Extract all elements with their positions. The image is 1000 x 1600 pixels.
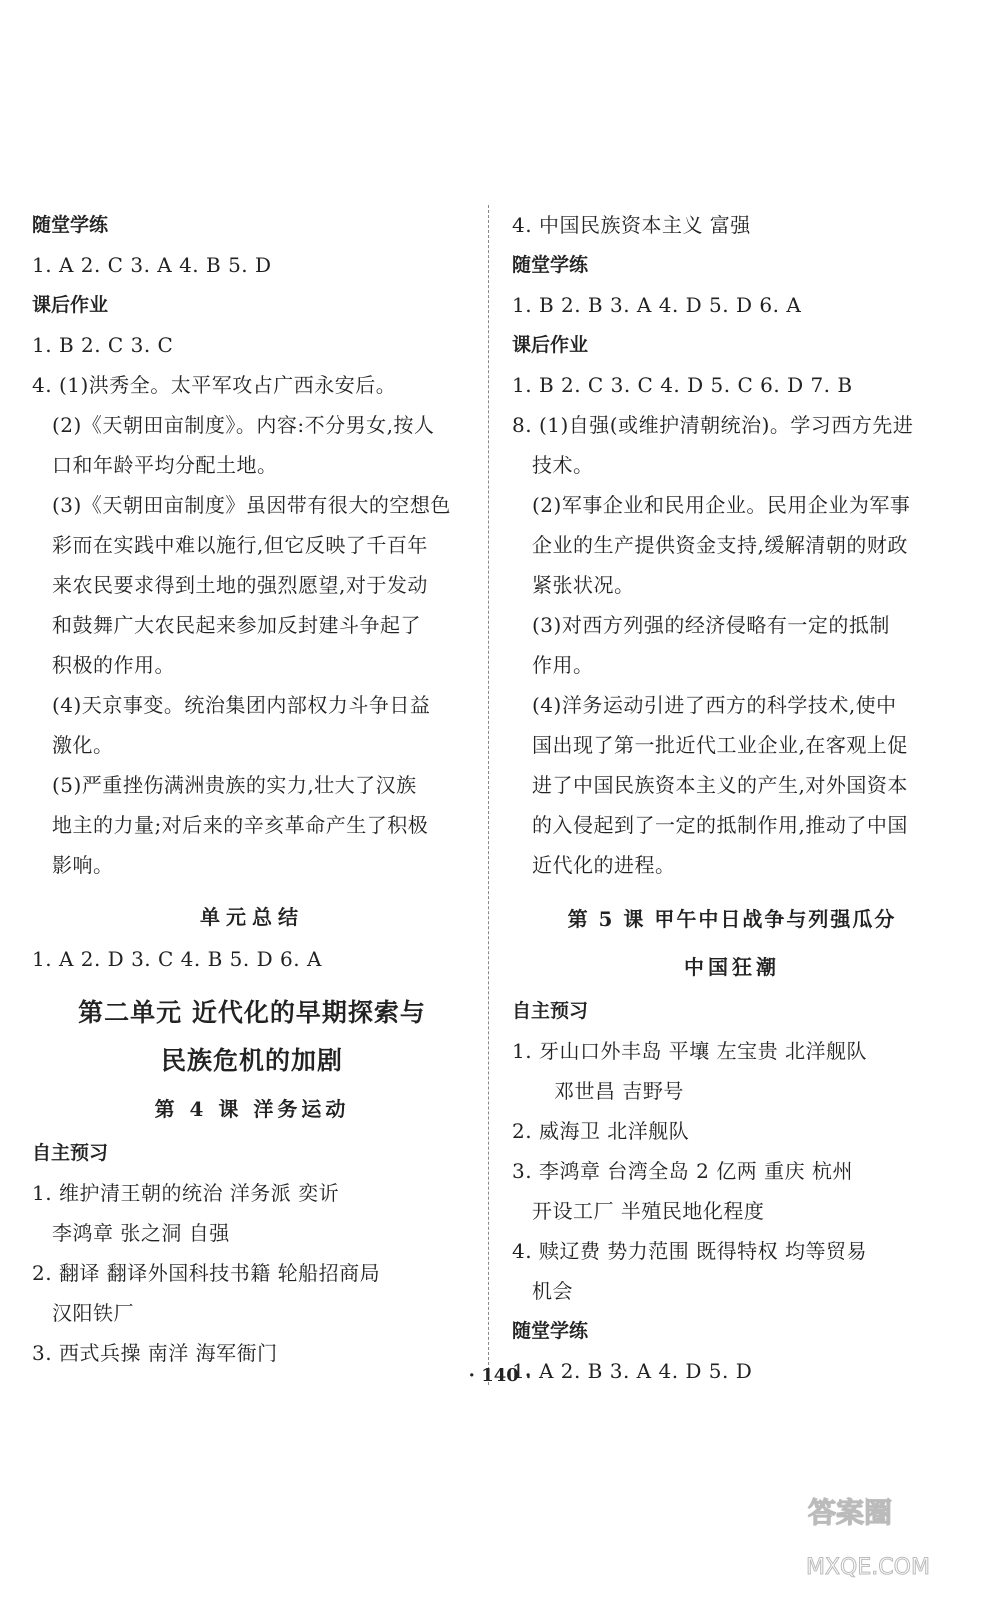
answer-text: 4. 中国民族资本主义 富强: [512, 213, 751, 237]
section-heading: 随堂学练: [512, 254, 589, 276]
answer-text: 和鼓舞广大农民起来参加反封建斗争起了: [52, 613, 421, 637]
column-divider: [488, 205, 489, 1385]
section-heading: 随堂学练: [32, 214, 109, 236]
answer-line: 1. A 2. B 3. A 4. D 5. D: [512, 1359, 753, 1383]
watermark-logo: [800, 1478, 980, 1588]
answer-text: 企业的生产提供资金支持,缓解清朝的财政: [532, 533, 908, 557]
unit-summary-title: 单元总结: [200, 905, 304, 929]
lesson-title: 第 5 课 甲午中日战争与列强瓜分: [567, 907, 897, 931]
answer-text: 4. (1)洪秀全。太平军攻占广西永安后。: [32, 373, 397, 397]
answer-text: (2)军事企业和民用企业。民用企业为军事: [532, 493, 911, 517]
answer-text: 邓世昌 吉野号: [554, 1079, 684, 1103]
section-heading: 随堂学练: [512, 1320, 589, 1342]
answer-text: 2. 威海卫 北洋舰队: [512, 1119, 690, 1143]
answer-text: 李鸿章 张之洞 自强: [52, 1221, 230, 1245]
answer-text: 作用。: [532, 653, 594, 677]
answer-text: 3. 李鸿章 台湾全岛 2 亿两 重庆 杭州: [512, 1159, 853, 1183]
answer-text: (5)严重挫伤满洲贵族的实力,壮大了汉族: [52, 773, 417, 797]
answer-line: 1. B 2. C 3. C 4. D 5. C 6. D 7. B: [512, 373, 853, 397]
answer-text: 机会: [532, 1279, 573, 1303]
answer-text: (2)《天朝田亩制度》。内容:不分男女,按人: [52, 413, 435, 437]
answer-line: 1. A 2. D 3. C 4. B 5. D 6. A: [32, 947, 322, 971]
answer-text: 的入侵起到了一定的抵制作用,推动了中国: [532, 813, 908, 837]
answer-text: (4)洋务运动引进了西方的科学技术,使中: [532, 693, 897, 717]
answer-text: (4)天京事变。统治集团内部权力斗争日益: [52, 693, 431, 717]
page-number: · 140 ·: [468, 1365, 532, 1386]
answer-text: 影响。: [52, 853, 114, 877]
answer-text: 4. 赎辽费 势力范围 既得特权 均等贸易: [512, 1239, 868, 1263]
answer-text: 国出现了第一批近代工业企业,在客观上促: [532, 733, 908, 757]
answer-line: 1. A 2. C 3. A 4. B 5. D: [32, 253, 272, 277]
answer-text: 3. 西式兵操 南洋 海军衙门: [32, 1341, 278, 1365]
answer-text: 激化。: [52, 733, 114, 757]
section-heading: 自主预习: [512, 1000, 589, 1022]
answer-text: 积极的作用。: [52, 653, 175, 677]
answer-text: 口和年龄平均分配土地。: [52, 453, 278, 477]
left-column: [32, 205, 472, 1373]
answer-line: 1. B 2. B 3. A 4. D 5. D 6. A: [512, 293, 802, 317]
answer-text: 1. 维护清王朝的统治 洋务派 奕䜣: [32, 1181, 340, 1205]
lesson-title: 中国狂潮: [684, 955, 780, 979]
answer-text: (3)《天朝田亩制度》虽因带有很大的空想色: [52, 493, 451, 517]
answer-text: 8. (1)自强(或维护清朝统治)。学习西方先进: [512, 413, 914, 437]
answer-text: 技术。: [532, 453, 594, 477]
answer-text: 2. 翻译 翻译外国科技书籍 轮船招商局: [32, 1261, 381, 1285]
answer-text: 地主的力量;对后来的辛亥革命产生了积极: [52, 813, 429, 837]
section-heading: 自主预习: [32, 1142, 109, 1164]
unit-title: 民族危机的加剧: [160, 1046, 343, 1075]
answer-text: 来农民要求得到土地的强烈愿望,对于发动: [52, 573, 428, 597]
answer-text: 紧张状况。: [532, 573, 635, 597]
section-heading: 课后作业: [512, 334, 589, 356]
watermark-url: MXQE.COM: [806, 1555, 930, 1580]
answer-text: (3)对西方列强的经济侵略有一定的抵制: [532, 613, 890, 637]
watermark-text: 答案圈: [808, 1496, 893, 1529]
right-column: [512, 205, 952, 1391]
answer-text: 开设工厂 半殖民地化程度: [532, 1199, 765, 1223]
section-heading: 课后作业: [32, 294, 109, 316]
unit-title: 第二单元 近代化的早期探索与: [78, 998, 426, 1027]
answer-text: 近代化的进程。: [532, 853, 676, 877]
answer-text: 1. 牙山口外丰岛 平壤 左宝贵 北洋舰队: [512, 1039, 868, 1063]
answer-text: 彩而在实践中难以施行,但它反映了千百年: [52, 533, 428, 557]
answer-text: 汉阳铁厂: [52, 1301, 134, 1325]
lesson-title: 第 4 课 洋务运动: [154, 1097, 350, 1121]
answer-text: 进了中国民族资本主义的产生,对外国资本: [532, 773, 908, 797]
answer-line: 1. B 2. C 3. C: [32, 333, 174, 357]
